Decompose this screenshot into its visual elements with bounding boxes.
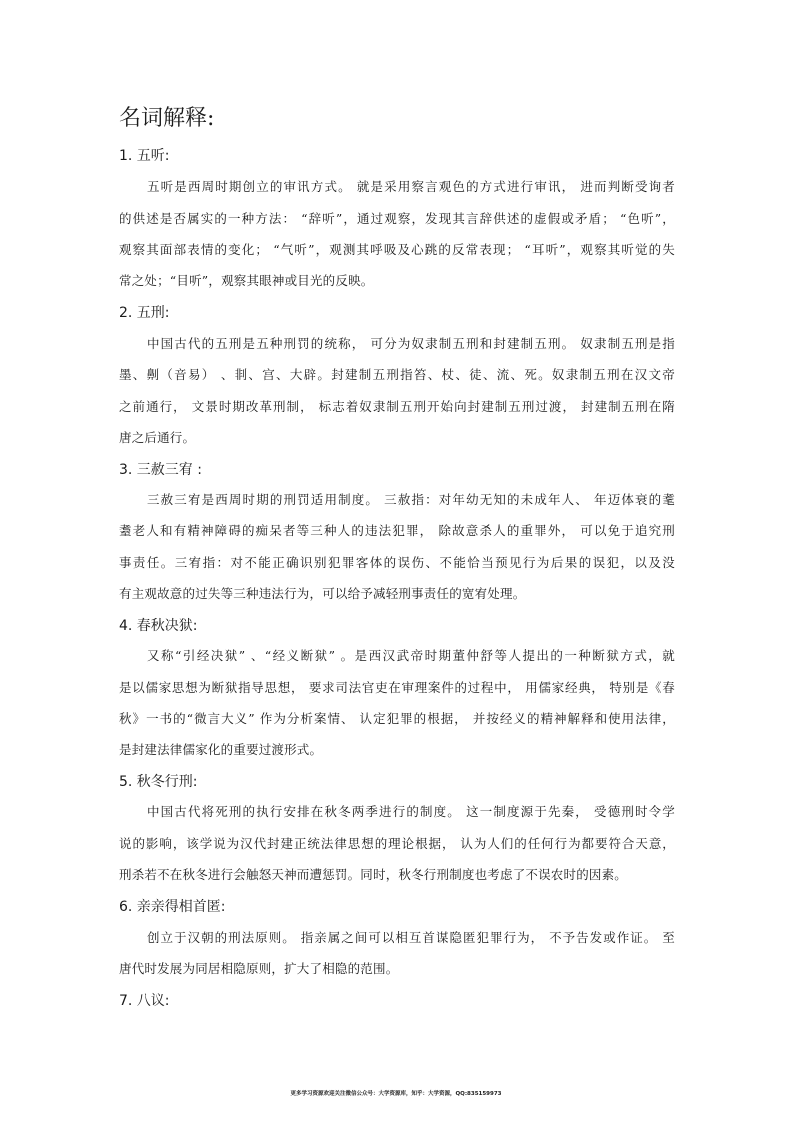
- section-heading-4: 4. 春秋决狱:: [119, 618, 198, 634]
- section-3-line-2: 耋老人和有精神障碍的痴呆者等三种人的违法犯罪， 除故意杀人的重罪外， 可以免于追究刑: [119, 523, 675, 538]
- section-1-line-3: 观察其面部表情的变化； “气听”，观测其呼吸及心跳的反常表现； “耳听”，观察其听觉的失: [119, 242, 675, 257]
- section-3-line-4: 有主观故意的过失等三种违法行为，可以给予减轻刑事责任的宽宥处理。: [119, 586, 526, 601]
- section-6-line-2: 唐代时发展为同居相隐原则，扩大了相隐的范围。: [119, 961, 399, 976]
- section-1-line-1: 五听是西周时期创立的审讯方式。 就是采用察言观色的方式进行审讯， 进而判断受询者: [147, 179, 675, 194]
- section-2-line-4: 唐之后通行。: [119, 430, 196, 445]
- page-title: 名词解释:: [119, 106, 215, 131]
- section-4-line-1: 又称“引经决狱” 、“经义断狱” 。是西汉武帝时期董仲舒等人提出的一种断狱方式，就: [147, 648, 675, 663]
- section-2-line-2: 墨、劓（音易） 、剕、宫、大辟。封建制五刑指笞、杖、徒、流、死。奴隶制五刑在汉文帝: [119, 367, 675, 382]
- page-footer: 更多学习资源欢迎关注微信公众号：大学资源库，知乎：大学资源，QQ:835159973: [290, 1091, 502, 1097]
- section-2-line-1: 中国古代的五刑是五种刑罚的统称， 可分为奴隶制五刑和封建制五刑。 奴隶制五刑是指: [147, 336, 675, 351]
- section-heading-3: 3. 三赦三宥 :: [119, 462, 202, 478]
- section-4-line-2: 是以儒家思想为断狱指导思想， 要求司法官吏在审理案件的过程中， 用儒家经典， 特别是《春: [119, 680, 675, 695]
- section-1-line-4: 常之处；“目听”，观察其眼神或目光的反映。: [119, 273, 374, 288]
- section-heading-7: 7. 八议:: [119, 993, 170, 1009]
- section-heading-2: 2. 五刑:: [119, 305, 170, 321]
- section-1-line-2: 的供述是否属实的一种方法： “辞听”，通过观察，发现其言辞供述的虚假或矛盾； “色听”，: [119, 211, 675, 226]
- section-5-line-1: 中国古代将死刑的执行安排在秋冬两季进行的制度。 这一制度源于先秦， 受德刑时令学: [147, 804, 675, 819]
- section-heading-1: 1. 五听:: [119, 148, 170, 164]
- section-5-line-2: 说的影响，该学说为汉代封建正统法律思想的理论根据， 认为人们的任何行为都要符合天意，: [119, 836, 675, 851]
- section-6-line-1: 创立于汉朝的刑法原则。 指亲属之间可以相互首谋隐匿犯罪行为， 不予告发或作证。 至: [147, 930, 675, 945]
- section-5-line-3: 刑杀若不在秋冬进行会触怒天神而遭惩罚。同时，秋冬行刑制度也考虑了不误农时的因素。: [119, 867, 628, 882]
- section-3-line-1: 三赦三宥是西周时期的刑罚适用制度。 三赦指：对年幼无知的未成年人、 年迈体衰的耄: [147, 492, 675, 507]
- section-4-line-4: 是封建法律儒家化的重要过渡形式。: [119, 742, 323, 757]
- section-3-line-3: 事责任。三宥指：对不能正确识别犯罪客体的误伤、不能恰当预见行为后果的误犯，以及没: [119, 555, 675, 570]
- section-2-line-3: 之前通行， 文景时期改革刑制， 标志着奴隶制五刑开始向封建制五刑过渡， 封建制五刑在隋: [119, 399, 675, 414]
- section-heading-5: 5. 秋冬行刑:: [119, 774, 198, 790]
- section-4-line-3: 秋》一书的“微言大义” 作为分析案情、 认定犯罪的根据， 并按经义的精神解释和使用法律，: [119, 711, 675, 726]
- section-heading-6: 6. 亲亲得相首匿:: [119, 899, 226, 915]
